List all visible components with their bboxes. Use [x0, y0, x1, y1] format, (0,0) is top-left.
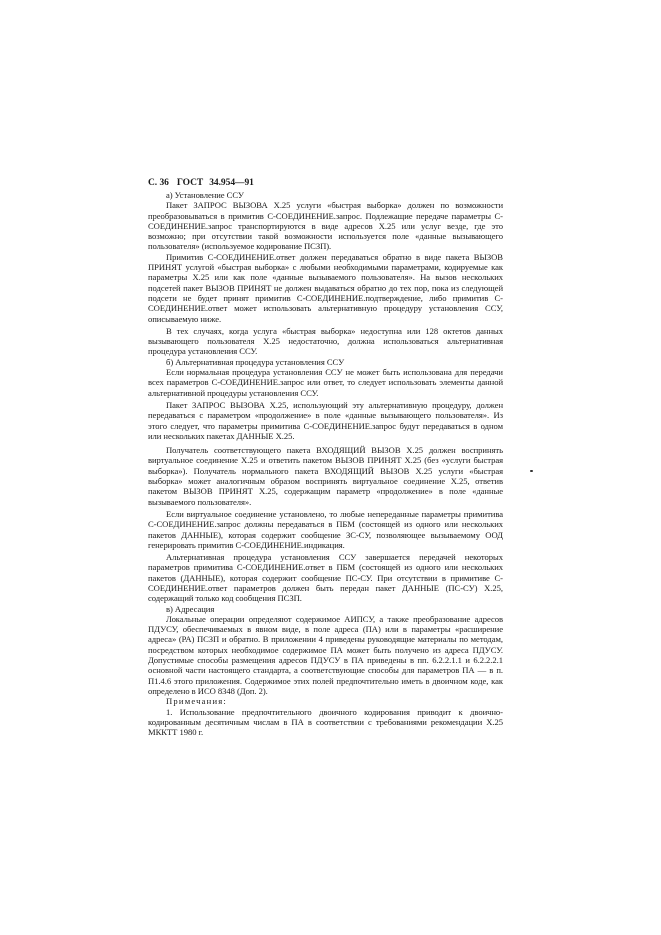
standard-label: ГОСТ	[176, 178, 204, 188]
stray-mark	[530, 470, 533, 472]
page-number: С. 36	[148, 178, 169, 188]
standard-number: 34.954—91	[209, 178, 254, 188]
paragraph: Пакет ЗАПРОС ВЫЗОВА X.25, использующий эту альтернативную процедуру, должен передаваться с параметром «продолжение» в поле «данные вызывающего пользователя». Из этого следует, что параметры примитива С-СОЕДИНЕНИЕ.запрос будут передаваться в одном или нескольких пакетах ДАННЫЕ X.25.	[148, 399, 503, 441]
paragraph: Локальные операции определяют содержимое АИПСУ, а также преобразование адресов ПДУСУ, обеспечиваемых в явном виде, в поле адреса (ПА) или в параметры «расширение адреса» (РА) ПСЗП и обратно. В приложении 4 приведены руководящие материалы по методам, посредством которых необходимое содержимое ПА может быть получено из адреса ПДУСУ. Допустимые способы размещения адресов ПДУСУ в ПА приведены в пп. 6.2.2.1.1 и 6.2.2.2.1 основной части настоящего стандарта, а соответствующие способы для параметров ПА — в п. П1.4.6 этого приложения. Содержимое этих полей предпочтительно иметь в двоичном коде, как определено в ИСО 8348 (Доп. 2).	[148, 613, 503, 696]
page-content	[148, 178, 503, 737]
paragraph: Примитив С-СОЕДИНЕНИЕ.ответ должен передаваться обратно в виде пакета ВЫЗОВ ПРИНЯТ услугой «быстрая выборка» с любыми необходимыми параметрами, кодируемые как параметры X.25 или как поле «данные вызываемого пользователя». На вызов нескольких подсетей пакет ВЫЗОВ ПРИНЯТ не должен выдаваться обратно до тех пор, пока из следующей подсети не будет принят примитив С-СОЕДИНЕНИЕ.подтверждение, либо примитив С-СОЕДИНЕНИЕ.ответ может использовать альтернативную процедуру установления ССУ, описываемую ниже.	[148, 251, 503, 324]
page-header	[148, 178, 503, 189]
subsection-heading-b: б) Альтернативная процедура установления ССУ	[166, 356, 345, 367]
subsection-heading-a: а) Установление ССУ	[166, 190, 244, 200]
paragraph: Пакет ЗАПРОС ВЫЗОВА X.25 услуги «быстрая выборка» должен по возможности преобразовываться в примитив С-СОЕДИНЕНИЕ.запрос. Подлежащие передаче параметры С-СОЕДИНЕНИЕ.запрос транспортируются в виде адресов X.25 или услуг везде, где это возможно; при отсутствии такой возможности используется поле «данные вызывающего пользователя» (используемое кодирование ПСЗП).	[148, 200, 503, 252]
note-item: 1. Использование предпочтительного двоичного кодирования приводит к двоично-кодированным десятичным числам в ПА в соответствии с требованиями рекомендации X.25 МККТТ 1980 г.	[148, 706, 503, 738]
paragraph: В тех случаях, когда услуга «быстрая выборка» недоступна или 128 октетов данных вызывающего пользователя X.25 недостаточно, должна использоваться альтернативная процедура установления ССУ.	[148, 325, 503, 357]
paragraph: Если виртуальное соединение установлено, то любые непереданные параметры примитива С-СОЕДИНЕНИЕ.запрос должны передаваться в ПБМ (состоящей из одного или нескольких пакетов ДАННЫЕ), которая содержит сообщение ЗС-СУ, позволяющее вызываемому ООД генерировать примитив С-СОЕДИНЕНИЕ.индикация.	[148, 508, 503, 550]
paragraph: Получатель соответствующего пакета ВХОДЯЩИЙ ВЫЗОВ X.25 должен воспринять виртуальное соединение X.25 и ответить пакетом ВЫЗОВ ПРИНЯТ X.25 (без «услуги быстрая выборка»). Получатель нормального пакета ВХОДЯЩИЙ ВЫЗОВ X.25 услуги «быстрая выборка» может аналогичным образом воспринять виртуальное соединение X.25, ответив пакетом ВЫЗОВ ПРИНЯТ X.25, содержащим параметр «продолжение» в поле «данные вызываемого пользователя».	[148, 445, 503, 507]
paragraph: Если нормальная процедура установления ССУ не может быть использована для передачи всех параметров С-СОЕДИНЕНИЕ.запрос или ответ, то следует использовать элементы данной альтернативной процедуры установления ССУ.	[148, 367, 503, 398]
paragraph: Альтернативная процедура установления ССУ завершается передачей некоторых параметров примитива С-СОЕДИНЕНИЕ.ответ в ПБМ (состоящей из одного или нескольких пакетов (ДАННЫЕ), которая содержит сообщение ПС-СУ. При отсутствии в примитиве С-СОЕДИНЕНИЕ.ответ параметров должен быть передан пакет ДАННЫЕ (ПС-СУ) X.25, содержащий только код сообщения ПСЗП.	[148, 552, 503, 604]
notes-heading: Примечания:	[166, 696, 228, 707]
subsection-heading-c: в) Адресация	[166, 603, 215, 614]
